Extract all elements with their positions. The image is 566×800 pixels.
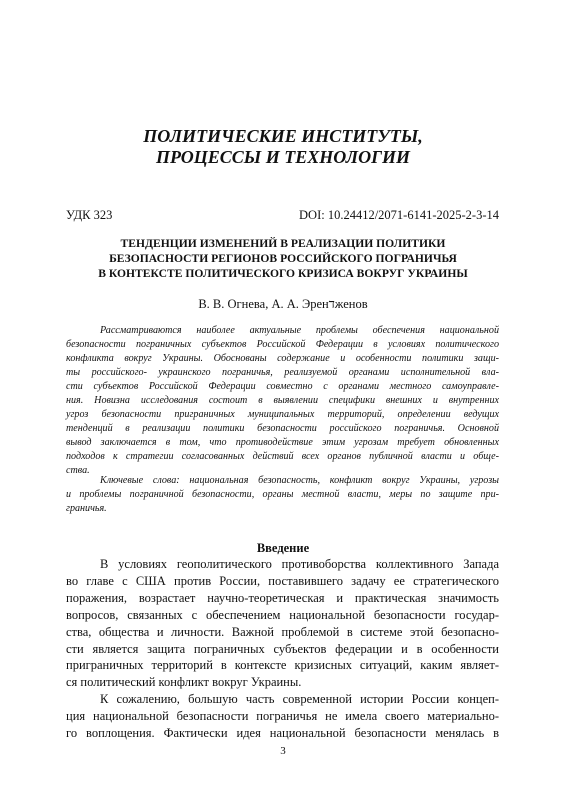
- intro-line: го воплощения. Фактически идея национальной безопасности менялась в: [66, 726, 499, 741]
- abstract: [66, 324, 499, 478]
- intro-line: ция национальной безопасности пограничья не имела своего материально-: [66, 709, 499, 724]
- article-title-line: В КОНТЕКСТЕ ПОЛИТИЧЕСКОГО КРИЗИСА ВОКРУГ УКРАИНЫ: [98, 267, 468, 280]
- intro-line: во главе с США против России, поставившего задачу ее стратегического: [66, 573, 499, 588]
- intro-line: В условиях геополитического противоборства коллективного Запада: [100, 557, 499, 571]
- keywords-line: и проблемы пограничной безопасности, органы местной власти, меры по защите при-: [66, 489, 499, 500]
- section-heading-line: ПРОЦЕССЫ И ТЕХНОЛОГИИ: [155, 147, 410, 167]
- abstract-line: ты российского- украинского пограничья, реализуемой органами исполнительной вла-: [66, 367, 499, 378]
- article-title-line: ТЕНДЕНЦИИ ИЗМЕНЕНИЙ В РЕАЛИЗАЦИИ ПОЛИТИКИ: [120, 237, 446, 250]
- keywords-line: Ключевые слова: национальная безопасность, конфликт вокруг Украины, угрозы: [100, 475, 499, 486]
- introduction-body: [66, 556, 499, 742]
- intro-line: приграничных территорий в контексте кризисных ситуаций, каким являет-: [66, 658, 499, 673]
- abstract-line: конфликта вокруг Украины. Обоснованы содержание и особенности политики защи-: [66, 353, 499, 364]
- intro-line: ства, общества и личности. Важной проблемой в системе этой безопасно-: [66, 624, 499, 639]
- intro-line: поражения, возрастает научно-теоретическая и практическая значимость: [66, 590, 499, 605]
- page-number: 3: [280, 745, 286, 757]
- udc-code: УДК 323: [66, 208, 113, 222]
- introduction-heading: Введение: [256, 541, 310, 555]
- intro-line: К сожалению, большую часть современной истории России концеп-: [100, 692, 499, 707]
- abstract-line: подходов к стратегии согласованных действий всех органов публичной власти и обще-: [66, 451, 499, 462]
- abstract-line: ства.: [66, 465, 90, 476]
- abstract-line: тенденций в реализации политики безопасности российского пограничья. Основной: [66, 423, 499, 434]
- abstract-line: угроз безопасности приграничных муниципальных территорий, определении ведущих: [66, 409, 499, 420]
- intro-line: вопросов, связанных с обеспечением национальной безопасности государ-: [66, 607, 499, 622]
- abstract-line: сти субъектов Российской Федерации совместно с органами местного самоуправле-: [66, 381, 499, 392]
- abstract-line: Рассматриваются наиболее актуальные проблемы обеспечения национальной: [100, 325, 499, 336]
- section-heading: [0, 126, 566, 168]
- intro-line: сти является защита пограничных субъектов федерации и в особенности: [66, 641, 499, 656]
- abstract-line: ния. Новизна исследования состоит в выявлении специфики внешних и внутренних: [66, 395, 499, 406]
- abstract-line: безопасности пограничных субъектов Российской Федерации в условиях политического: [66, 339, 499, 350]
- doi-identifier: DOI: 10.24412/2071-6141-2025-2-3-14: [299, 208, 499, 222]
- section-heading-line: ПОЛИТИЧЕСКИЕ ИНСТИТУТЫ,: [143, 126, 423, 146]
- intro-line: ся политический конфликт вокруг Украины.: [66, 675, 302, 690]
- article-title-line: БЕЗОПАСНОСТИ РЕГИОНОВ РОССИЙСКОГО ПОГРАНИЧЬЯ: [109, 252, 457, 265]
- authors: В. В. Огнева, А. А. Эренדженов: [198, 297, 368, 311]
- abstract-line: вывод заключается в том, что противодействие этим угрозам требует обновленных: [66, 437, 499, 448]
- keywords-line: граничья.: [66, 503, 107, 514]
- article-title: [0, 236, 566, 281]
- keywords: [66, 474, 499, 516]
